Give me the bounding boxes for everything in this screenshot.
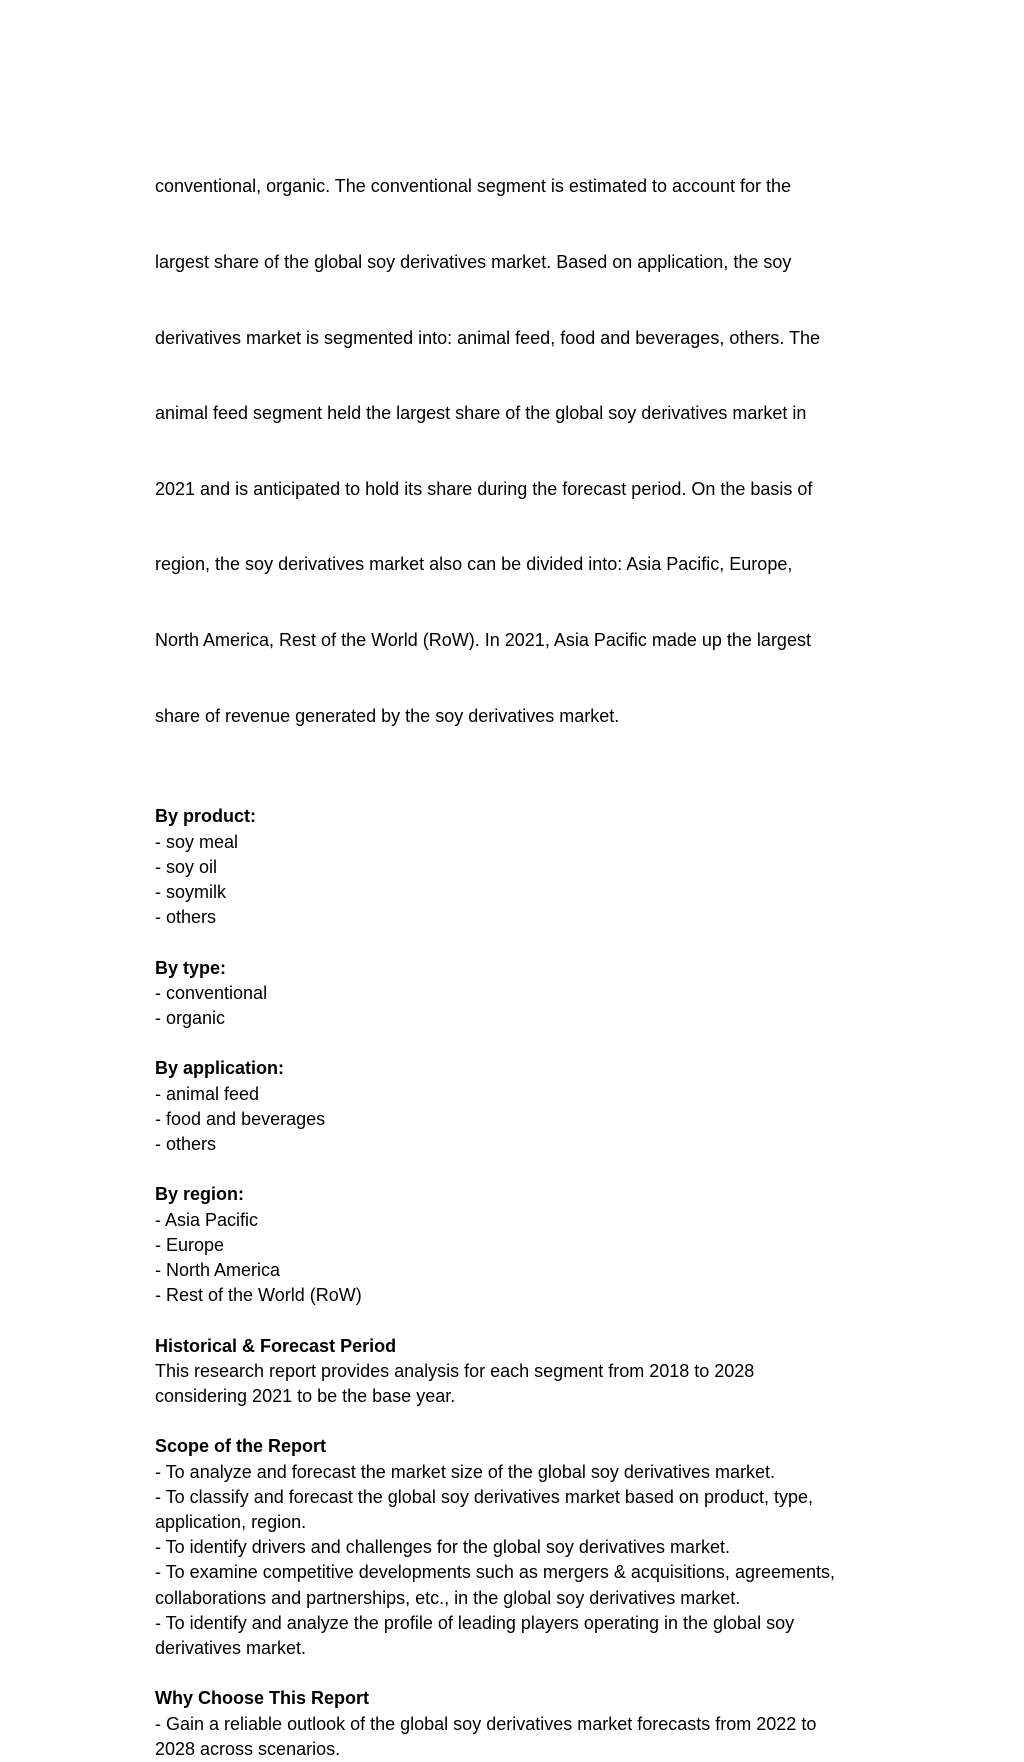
text-line: - To classify and forecast the global soy derivatives market based on product, type, <box>155 1486 814 1507</box>
list-item: - others <box>155 1134 217 1155</box>
by-type-section <box>155 956 890 1032</box>
section-heading: By region: <box>155 1184 245 1205</box>
list-item: - conventional <box>155 982 268 1003</box>
by-product-section <box>155 804 890 930</box>
section-heading: By product: <box>155 806 256 827</box>
list-item: - organic <box>155 1008 226 1029</box>
list-item: - Rest of the World (RoW) <box>155 1285 362 1306</box>
intro-paragraph <box>155 124 890 779</box>
list-item: - North America <box>155 1260 281 1281</box>
section-heading: By type: <box>155 957 227 978</box>
text-line: 2028 across scenarios. <box>155 1738 341 1759</box>
scope-section <box>155 1434 890 1661</box>
historical-section <box>155 1334 890 1410</box>
list-item: - Europe <box>155 1234 225 1255</box>
text-line: derivatives market is segmented into: animal feed, food and beverages, others. The <box>155 327 821 348</box>
text-line: region, the soy derivatives market also can be divided into: Asia Pacific, Europe, <box>155 554 793 575</box>
why-section <box>155 1686 890 1762</box>
text-line: considering 2021 to be the base year. <box>155 1386 456 1407</box>
list-item: - soy oil <box>155 856 218 877</box>
list-item: - food and beverages <box>155 1108 326 1129</box>
section-heading: By application: <box>155 1058 285 1079</box>
document-page <box>155 124 890 1762</box>
text-line: - To analyze and forecast the market size of the global soy derivatives market. <box>155 1461 775 1482</box>
text-line: This research report provides analysis for each segment from 2018 to 2028 <box>155 1360 755 1381</box>
text-line: - To identify drivers and challenges for the global soy derivatives market. <box>155 1537 730 1558</box>
text-line: derivatives market. <box>155 1638 307 1659</box>
list-item: - animal feed <box>155 1083 260 1104</box>
list-item: - soymilk <box>155 882 226 903</box>
text-line: share of revenue generated by the soy derivatives market. <box>155 705 620 726</box>
text-line: collaborations and partnerships, etc., in the global soy derivatives market. <box>155 1587 741 1608</box>
text-line: North America, Rest of the World (RoW). In 2021, Asia Pacific made up the largest <box>155 630 811 651</box>
text-line: - Gain a reliable outlook of the global soy derivatives market forecasts from 2022 to <box>155 1713 817 1734</box>
text-line: - To examine competitive developments such as mergers & acquisitions, agreements, <box>155 1562 835 1583</box>
text-line: animal feed segment held the largest share of the global soy derivatives market in <box>155 403 807 424</box>
text-line: - To identify and analyze the profile of leading players operating in the global soy <box>155 1612 795 1633</box>
section-heading: Why Choose This Report <box>155 1688 370 1709</box>
list-item: - Asia Pacific <box>155 1209 259 1230</box>
section-heading: Scope of the Report <box>155 1436 327 1457</box>
list-item: - others <box>155 907 217 928</box>
list-item: - soy meal <box>155 831 239 852</box>
text-line: largest share of the global soy derivatives market. Based on application, the soy <box>155 252 792 273</box>
section-heading: Historical & Forecast Period <box>155 1335 397 1356</box>
by-region-section <box>155 1182 890 1308</box>
text-line: application, region. <box>155 1512 307 1533</box>
text-line: conventional, organic. The conventional segment is estimated to account for the <box>155 176 792 197</box>
by-application-section <box>155 1056 890 1157</box>
text-line: 2021 and is anticipated to hold its share during the forecast period. On the basis of <box>155 478 813 499</box>
